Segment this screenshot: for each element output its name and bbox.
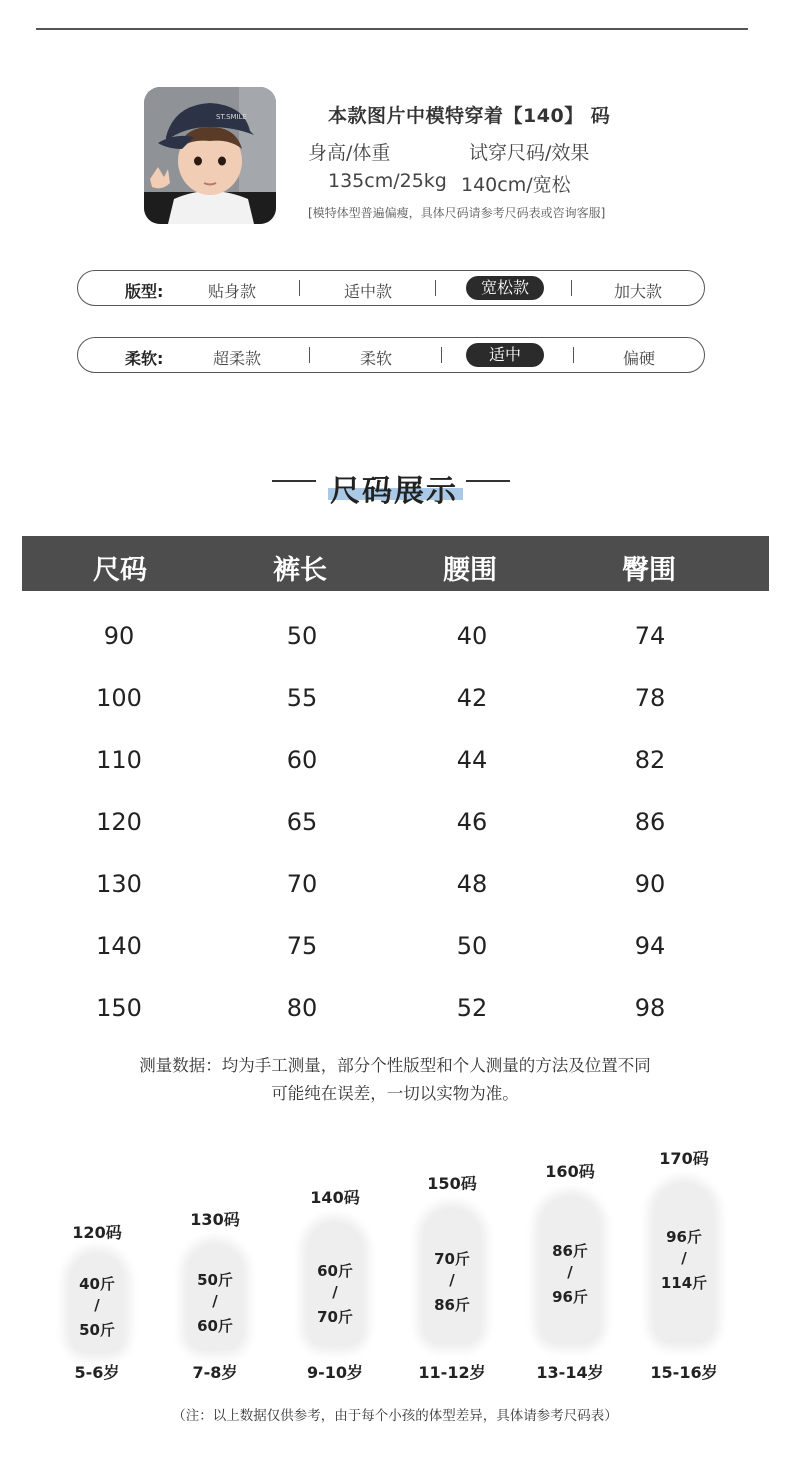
fit-option-oversize: 加大款: [613, 282, 662, 301]
weight-high: 60斤: [197, 1317, 233, 1335]
size-figure-150: [392, 1166, 512, 1385]
cell-waist: 40: [456, 622, 488, 650]
cell-hip: 82: [634, 746, 666, 774]
age-label: 7-8岁: [192, 1363, 238, 1382]
table-row: [0, 994, 790, 1034]
svg-text:ST.SMILE: ST.SMILE: [216, 113, 247, 121]
fit-separator: [571, 280, 572, 296]
model-note: [模特体型普遍偏瘦，具体尺码请参考尺码表或咨询客服]: [308, 206, 606, 220]
fit-option-slim: 贴身款: [207, 282, 256, 301]
cell-hip: 98: [634, 994, 666, 1022]
cell-waist: 48: [456, 870, 488, 898]
top-divider: [36, 28, 748, 30]
height-weight-value: 135cm/25kg: [328, 170, 447, 192]
cell-size: 120: [96, 808, 142, 836]
age-label: 5-6岁: [74, 1363, 120, 1382]
cell-size: 90: [103, 622, 135, 650]
weight-low: 96斤: [666, 1228, 702, 1246]
table-row: [0, 932, 790, 972]
table-row: [0, 870, 790, 910]
cell-hip: 94: [634, 932, 666, 960]
size-label: 140码: [310, 1188, 360, 1207]
cell-waist: 46: [456, 808, 488, 836]
cell-size: 140: [96, 932, 142, 960]
size-figure-120: [37, 1215, 157, 1385]
cell-length: 65: [286, 808, 318, 836]
col-header-hip: 臀围: [622, 555, 676, 586]
col-header-waist: 腰围: [443, 555, 497, 586]
age-label: 13-14岁: [536, 1363, 604, 1382]
table-row: [0, 808, 790, 848]
cell-size: 100: [96, 684, 142, 712]
trial-size-value: 140cm/宽松: [461, 174, 571, 196]
weight-high: 96斤: [552, 1288, 588, 1306]
size-figure-140: [275, 1180, 395, 1385]
weight-low: 60斤: [317, 1262, 353, 1280]
fit-option-loose-selected: 宽松款: [466, 276, 544, 300]
cell-hip: 74: [634, 622, 666, 650]
cell-length: 80: [286, 994, 318, 1022]
weight-high: 50斤: [79, 1321, 115, 1339]
cell-length: 70: [286, 870, 318, 898]
weight-high: 70斤: [317, 1308, 353, 1326]
table-row: [0, 746, 790, 786]
col-header-size: 尺码: [93, 555, 147, 586]
table-row: [0, 622, 790, 662]
softness-option-medium-selected: 适中: [466, 343, 544, 367]
cell-hip: 78: [634, 684, 666, 712]
weight-low: 70斤: [434, 1250, 470, 1268]
fit-separator: [299, 280, 300, 296]
measure-note-line-1: 测量数据：均为手工测量，部分个性版型和个人测量的方法及位置不同: [139, 1056, 651, 1075]
age-label: 15-16岁: [650, 1363, 718, 1382]
softness-separator: [573, 347, 574, 363]
weight-separator: /: [94, 1296, 100, 1314]
section-title-left-line: [272, 480, 316, 482]
size-label: 150码: [427, 1174, 477, 1193]
weight-low: 40斤: [79, 1275, 115, 1293]
model-photo-illustration: [144, 87, 276, 224]
cell-waist: 42: [456, 684, 488, 712]
age-label: 9-10岁: [306, 1363, 364, 1382]
softness-title: 柔软:: [125, 349, 164, 368]
cell-size: 150: [96, 994, 142, 1022]
cell-hip: 90: [634, 870, 666, 898]
cell-length: 50: [286, 622, 318, 650]
height-weight-header: 身高/体重: [308, 142, 391, 164]
softness-selector: [77, 337, 705, 373]
size-label: 170码: [659, 1149, 709, 1168]
weight-high: 114斤: [660, 1274, 708, 1292]
cell-hip: 86: [634, 808, 666, 836]
size-table-header: [22, 536, 769, 591]
section-title: 尺码展示: [330, 474, 458, 509]
model-photo: [144, 87, 276, 224]
weight-high: 86斤: [434, 1296, 470, 1314]
fit-option-regular: 适中款: [343, 282, 392, 301]
cell-size: 110: [96, 746, 142, 774]
footer-note: （注：以上数据仅供参考，由于每个小孩的体型差异，具体请参考尺码表）: [172, 1408, 618, 1424]
weight-separator: /: [212, 1292, 218, 1310]
softness-separator: [309, 347, 310, 363]
fit-selector: [77, 270, 705, 306]
weight-low: 86斤: [552, 1242, 588, 1260]
softness-option-ultra-soft: 超柔款: [212, 349, 261, 368]
cell-waist: 44: [456, 746, 488, 774]
weight-separator: /: [681, 1249, 687, 1267]
cell-length: 75: [286, 932, 318, 960]
trial-size-header: 试穿尺码/效果: [469, 142, 590, 164]
weight-low: 50斤: [197, 1271, 233, 1289]
model-title: 本款图片中模特穿着【140】 码: [328, 105, 611, 127]
size-label: 130码: [190, 1210, 240, 1229]
weight-separator: /: [449, 1271, 455, 1289]
softness-option-soft: 柔软: [359, 349, 392, 368]
weight-separator: /: [567, 1263, 573, 1281]
fit-title: 版型:: [125, 282, 164, 301]
measure-note-line-2: 可能纯在误差，一切以实物为准。: [271, 1084, 519, 1103]
size-label: 160码: [545, 1162, 595, 1181]
softness-separator: [441, 347, 442, 363]
col-header-length: 裤长: [273, 555, 327, 586]
section-title-right-line: [466, 480, 510, 482]
cell-waist: 52: [456, 994, 488, 1022]
size-label: 120码: [72, 1223, 122, 1242]
table-row: [0, 684, 790, 724]
size-figure-130: [155, 1202, 275, 1385]
weight-separator: /: [332, 1283, 338, 1301]
softness-option-stiff: 偏硬: [622, 349, 655, 368]
cell-length: 55: [286, 684, 318, 712]
size-figure-170: [624, 1141, 744, 1385]
cell-length: 60: [286, 746, 318, 774]
cell-size: 130: [96, 870, 142, 898]
age-label: 11-12岁: [418, 1363, 486, 1382]
cell-waist: 50: [456, 932, 488, 960]
size-figure-160: [510, 1154, 630, 1385]
fit-separator: [435, 280, 436, 296]
